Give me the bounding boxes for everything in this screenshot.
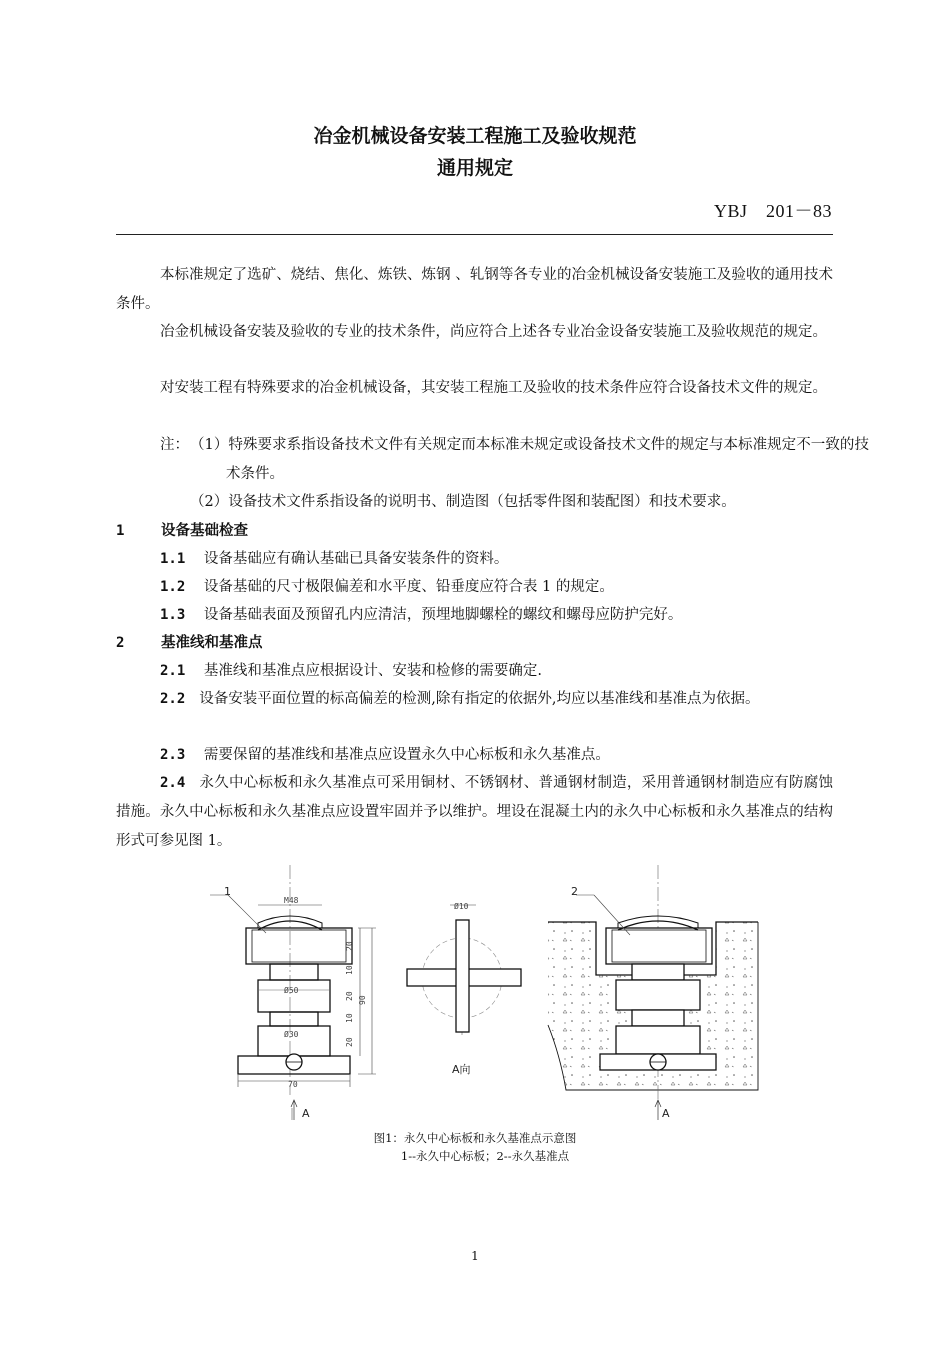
- view-a-label: A向: [452, 1063, 471, 1076]
- clause-1-3: [160, 601, 682, 630]
- dim-m48: M48: [284, 896, 299, 905]
- clause-text: 永久中心标板和永久基准点可采用铜材、不锈钢材、普通钢材制造，采用普通钢材制造应有防腐蚀措施。永久中心标板和永久基准点应设置牢固并予以维护。埋设在混凝土内的永久中心标板和永久基准点的结构形式可参见图 1。: [116, 775, 833, 849]
- dim-d50: Ø50: [284, 986, 299, 995]
- dim-d10: Ø10: [454, 902, 469, 911]
- intro-paragraph-1: 本标准规定了选矿、烧结、焦化、炼铁、炼钢 、轧钢等各专业的冶金机械设备安装施工及验收的通用技术条件。: [116, 267, 833, 312]
- section-1-heading: [116, 517, 248, 546]
- clause-2-4: [116, 769, 833, 856]
- clause-number: 2.4: [160, 775, 186, 791]
- view-a-cross: [407, 905, 521, 1035]
- header-rule: [116, 234, 833, 235]
- note-prefix: 注：: [160, 437, 189, 453]
- intro-paragraph-3: 对安装工程有特殊要求的冶金机械设备，其安装工程施工及验收的技术条件应符合设备技术文件的规定。: [160, 380, 827, 396]
- dim-d30: Ø30: [284, 1030, 299, 1039]
- clause-2-3: [160, 741, 610, 770]
- view-arrow-label-left: A: [302, 1107, 310, 1120]
- view-arrow-label-right: A: [662, 1107, 670, 1120]
- clause-text: 基准线和基准点应根据设计、安装和检修的需要确定.: [203, 663, 543, 679]
- standard-code: YBJ 201－83: [713, 201, 832, 221]
- section-2-title: 基准线和基准点: [161, 635, 263, 651]
- intro-paragraph-2: 冶金机械设备安装及验收的专业的技术条件，尚应符合上述各专业冶金设备安装施工及验收规范的规定。: [160, 324, 827, 340]
- clause-2-1: [160, 657, 542, 686]
- clause-number: 1.1: [160, 551, 186, 567]
- page-number: 1: [471, 1249, 479, 1263]
- clause-text: 设备基础应有确认基础已具备安装条件的资料。: [203, 551, 509, 567]
- figure-1-drawing: [200, 865, 760, 1125]
- dim-70: 70: [288, 1080, 298, 1089]
- figure-caption-line-1: 图1：永久中心标板和永久基准点示意图: [373, 1131, 577, 1145]
- clause-2-2: [116, 685, 833, 714]
- dim-10-a: 10: [345, 965, 354, 975]
- section-2-heading: [116, 629, 263, 658]
- clause-text: 需要保留的基准线和基准点应设置永久中心标板和永久基准点。: [203, 747, 610, 763]
- figure-label-2: 2: [571, 885, 578, 898]
- note-1: （1）特殊要求系指设备技术文件有关规定而本标准未规定或设备技术文件的规定与本标准规定不一致的技术条件。: [190, 437, 869, 482]
- clause-number: 1.3: [160, 607, 186, 623]
- dim-20-c: 20: [345, 1037, 354, 1047]
- dim-90: 90: [358, 995, 367, 1005]
- clause-number: 2.1: [160, 663, 186, 679]
- figure-label-1: 1: [224, 885, 231, 898]
- dim-20-b: 20: [345, 991, 354, 1001]
- figure-caption-line-2: 1--永久中心标板；2--永久基准点: [400, 1149, 570, 1163]
- clause-number: 2.2: [160, 691, 186, 707]
- section-1-number: 1: [116, 523, 125, 539]
- benchmark-view: [548, 865, 760, 1120]
- dim-10-b: 10: [345, 1013, 354, 1023]
- clause-text: 设备基础的尺寸极限偏差和水平度、铅垂度应符合表 1 的规定。: [203, 579, 614, 595]
- dim-20-a: 20: [345, 941, 354, 951]
- clause-1-2: [160, 573, 614, 602]
- clause-number: 2.3: [160, 747, 186, 763]
- document-subtitle: 通用规定: [436, 157, 513, 179]
- clause-text: 设备安装平面位置的标高偏差的检测,除有指定的依据外,均应以基准线和基准点为依据。: [199, 691, 760, 707]
- note-2: （2）设备技术文件系指设备的说明书、制造图（包括零件图和装配图）和技术要求。: [190, 494, 736, 510]
- section-1-title: 设备基础检查: [161, 523, 249, 539]
- clause-text: 设备基础表面及预留孔内应清洁，预埋地脚螺栓的螺纹和螺母应防护完好。: [203, 607, 683, 623]
- clause-1-1: [160, 545, 508, 574]
- document-title: 冶金机械设备安装工程施工及验收规范: [313, 125, 637, 147]
- section-2-number: 2: [116, 635, 125, 651]
- clause-number: 1.2: [160, 579, 186, 595]
